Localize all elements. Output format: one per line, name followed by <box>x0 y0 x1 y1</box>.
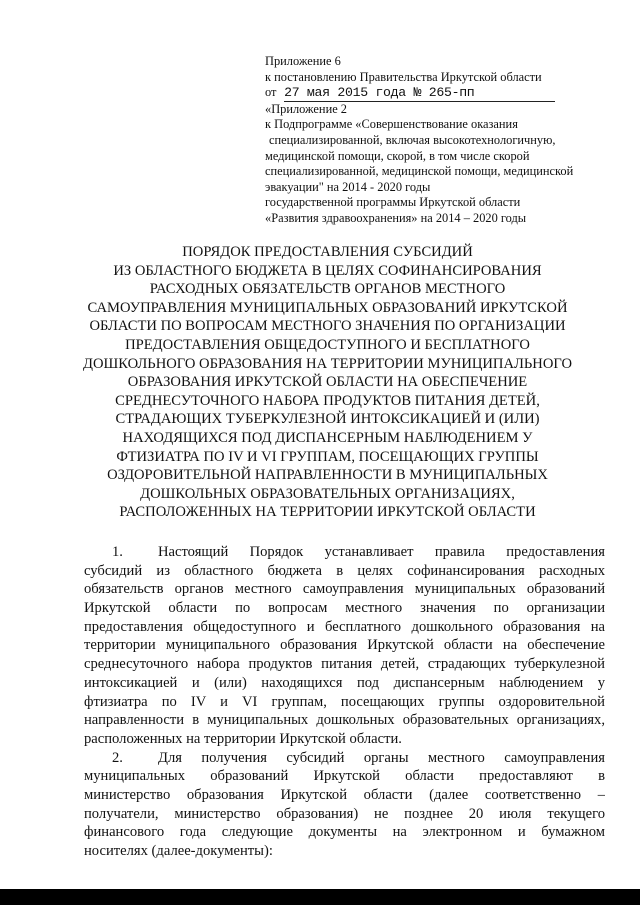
appendix-header <box>265 54 610 227</box>
appendix-number: Приложение 6 <box>265 54 341 68</box>
subprogram-line: эвакуации" на 2014 - 2020 годы <box>265 179 431 194</box>
paragraph-line: интоксикацией и (или) находящихся под диспансерным наблюдением у <box>84 674 605 691</box>
date-underline <box>284 85 555 102</box>
title-line: САМОУПРАВЛЕНИЯ МУНИЦИПАЛЬНЫХ ОБРАЗОВАНИЙ ИРКУТСКОЙ <box>87 299 568 316</box>
title-line: ФТИЗИАТРА ПО IV И VI ГРУППАМ, ПОСЕЩАЮЩИХ ГРУППЫ <box>116 448 539 465</box>
paragraph-line: направленности в муниципальных дошкольных образовательных организациях, <box>84 712 605 729</box>
resolution-reference: к постановлению Правительства Иркутской области <box>265 69 542 84</box>
scan-edge-bar <box>0 889 640 905</box>
paragraph-line: предоставления общедоступного и бесплатного дошкольного образования на <box>84 618 605 635</box>
subprogram-line: медицинской помощи, скорой, в том числе скорой <box>265 148 530 163</box>
document-body <box>84 543 605 861</box>
paragraph-line: Иркутской области по вопросам местного значения по организации <box>84 600 605 617</box>
title-line: ПОРЯДОК ПРЕДОСТАВЛЕНИЯ СУБСИДИЙ <box>182 244 473 260</box>
paragraph-line: фтизиатра по IV и VI группам, посещающих группы оздоровительной <box>84 693 605 710</box>
paragraph-line: получатели, министерство образования) не позднее 20 июля текущего <box>84 805 605 822</box>
resolution-date-line <box>265 85 610 102</box>
paragraph-line: носителях (далее-документы): <box>84 843 273 860</box>
paragraph-1 <box>84 543 605 749</box>
program-reference: государственной программы Иркутской области <box>265 195 521 210</box>
paragraph-2 <box>84 749 605 861</box>
paragraph-line: территории муниципального образования Иркутской области на обеспечение <box>84 637 605 654</box>
paragraph-first-line <box>84 543 605 562</box>
program-name: «Развития здравоохранения» на 2014 – 2020 годы <box>265 210 527 225</box>
paragraph-line: муниципальных образований Иркутской области предоставляют в <box>84 768 605 785</box>
paragraph-line: финансового года следующие документы на электронном и бумажном <box>84 824 605 841</box>
title-line: СТРАДАЮЩИХ ТУБЕРКУЛЕЗНОЙ ИНТОКСИКАЦИЕЙ И (ИЛИ) <box>115 411 540 428</box>
paragraph-text: Для получения субсидий органы местного самоуправления <box>158 749 605 766</box>
subprogram-line: специализированной, медицинской помощи, медицинской <box>265 164 574 179</box>
document-title <box>80 243 575 522</box>
paragraph-line: министерство образования Иркутской области (далее соответственно – <box>84 786 605 803</box>
paragraph-text: Настоящий Порядок устанавливает правила предоставления <box>158 544 605 560</box>
appendix-subtitle: «Приложение 2 <box>265 101 347 116</box>
title-line: НАХОДЯЩИХСЯ ПОД ДИСПАНСЕРНЫМ НАБЛЮДЕНИЕМ У <box>122 429 533 446</box>
paragraph-first-line <box>84 749 605 768</box>
paragraph-line: субсидий из областного бюджета в целях софинансирования расходных <box>84 562 605 579</box>
title-line: ОБРАЗОВАНИЯ ИРКУТСКОЙ ОБЛАСТИ НА ОБЕСПЕЧЕНИЕ <box>127 374 528 391</box>
subprogram-line: специализированной, включая высокотехнологичную, <box>269 132 556 147</box>
title-line: ДОШКОЛЬНЫХ ОБРАЗОВАТЕЛЬНЫХ ОРГАНИЗАЦИЯХ, <box>140 485 515 502</box>
title-line: ДОШКОЛЬНОГО ОБРАЗОВАНИЯ НА ТЕРРИТОРИИ МУНИЦИПАЛЬНОГО <box>83 355 572 372</box>
paragraph-line: среднесуточного набора продуктов питания детей, страдающих туберкулезной <box>84 656 605 673</box>
paragraph-number: 1. <box>112 544 123 560</box>
resolution-date: 27 мая 2015 года № 265-пп <box>284 85 475 101</box>
title-line: СРЕДНЕСУТОЧНОГО НАБОРА ПРОДУКТОВ ПИТАНИЯ ДЕТЕЙ, <box>115 392 540 409</box>
title-line: РАСХОДНЫХ ОБЯЗАТЕЛЬСТВ ОРГАНОВ МЕСТНОГО <box>149 281 506 298</box>
title-line: ИЗ ОБЛАСТНОГО БЮДЖЕТА В ЦЕЛЯХ СОФИНАНСИРОВАНИЯ <box>113 262 542 279</box>
title-line: ОЗДОРОВИТЕЛЬНОЙ НАПРАВЛЕННОСТИ В МУНИЦИПАЛЬНЫХ <box>107 467 548 484</box>
subprogram-reference: к Подпрограмме «Совершенствование оказания <box>265 117 518 132</box>
paragraph-line: обязательств органов местного самоуправления муниципальных образований <box>84 581 605 598</box>
title-line: ПРЕДОСТАВЛЕНИЯ ОБЩЕДОСТУПНОГО И БЕСПЛАТНОГО <box>125 336 530 353</box>
title-line: РАСПОЛОЖЕННЫХ НА ТЕРРИТОРИИ ИРКУТСКОЙ ОБЛАСТИ <box>119 504 536 521</box>
date-prefix: от <box>265 85 277 100</box>
paragraph-number: 2. <box>112 749 123 766</box>
title-line: ОБЛАСТИ ПО ВОПРОСАМ МЕСТНОГО ЗНАЧЕНИЯ ПО ОРГАНИЗАЦИИ <box>89 318 566 335</box>
paragraph-line: расположенных на территории Иркутской области. <box>84 730 402 747</box>
